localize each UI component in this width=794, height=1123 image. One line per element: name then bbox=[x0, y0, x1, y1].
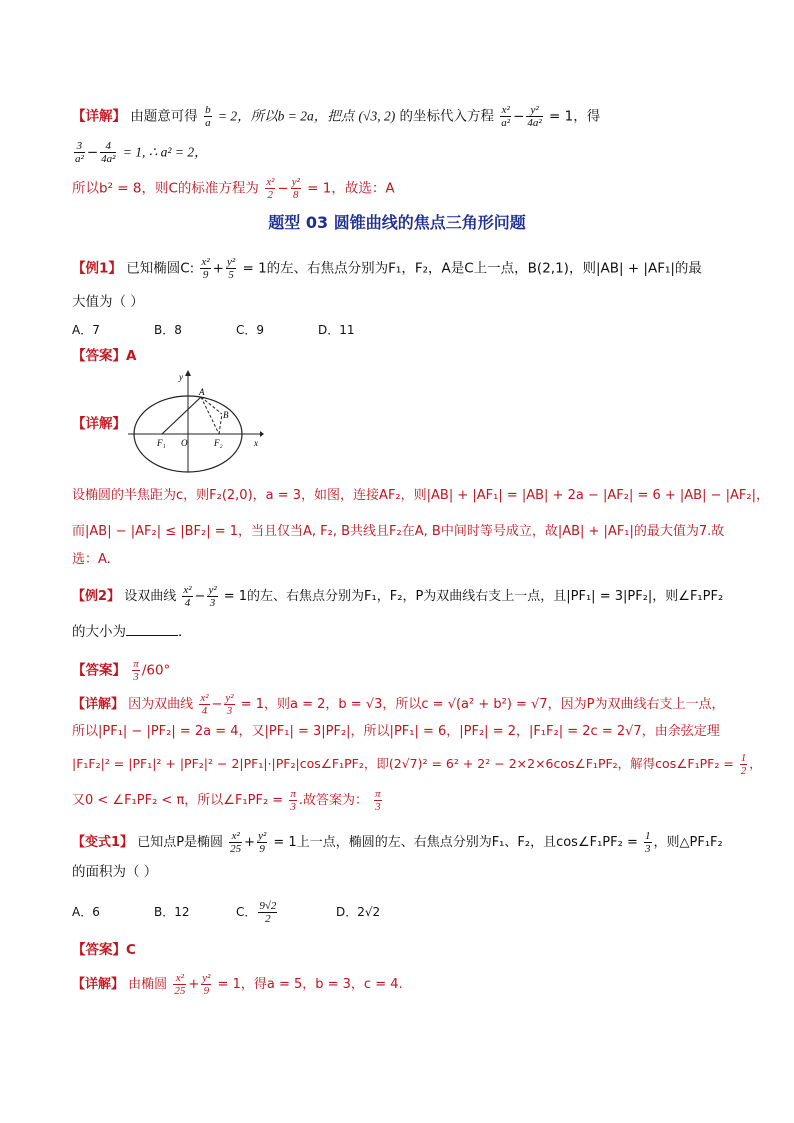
example-1-detail-1: 设椭圆的半焦距为c，则F₂(2,0)，a = 3，如图，连接AF₂，则|AB| + |AF₁| = |AB| + 2a − |AF₂| = 6 + |AB| − |AF₂|， bbox=[72, 488, 769, 503]
example-2-tag: 【例2】 bbox=[72, 589, 121, 604]
variant-1-answer: 【答案】C bbox=[72, 942, 136, 958]
example-1-detail-3: 选：A. bbox=[72, 552, 111, 567]
option-a: A．6 bbox=[72, 905, 100, 919]
segment-af1 bbox=[162, 397, 201, 434]
label-x: x bbox=[254, 438, 258, 448]
example-1-detail-2: 而|AB| − |AF₂| ≤ |BF₂| = 1，当且仅当A, F₂, B共线且F₂在A, B中间时等号成立，故|AB| + |AF₁|的最大值为7.故 bbox=[72, 524, 725, 539]
prev-detail-line-1: 【详解】 由题意可得 $\frac{b}{a}$ = 2，所以b = 2a，把点 (√3, 2) 的坐标代入方程 $\frac{\text{x²}}{\text{a²}}$ − $\frac{\text{y²}}{\text{4a²}}$ = 1，得 bbox=[72, 104, 601, 129]
label-b: B bbox=[223, 410, 229, 420]
prev-detail-line-2: $\frac{3}{\text{a²}}$ − $\frac{4}{\text{4a²}}$ = 1, ∴ a² = 2， bbox=[75, 140, 208, 165]
ellipse-figure bbox=[126, 368, 266, 476]
option-d: D．11 bbox=[318, 323, 355, 337]
example-2-detail-4: 又0 < ∠F₁PF₂ < π，所以∠F₁PF₂ = $\frac{\pi}{3}$ .故答案为： $\frac{\pi}{3}$ bbox=[72, 788, 381, 813]
prev-detail-line-3: 所以b² = 8，则C的标准方程为 $\frac{\text{x²}}{2}$ − $\frac{\text{y²}}{8}$ = 1，故选：A bbox=[72, 176, 395, 201]
option-a: A．7 bbox=[72, 323, 100, 337]
label-y: y bbox=[179, 372, 183, 382]
variant-1-options bbox=[72, 900, 418, 925]
example-1-stem-2: 大值为（ ） bbox=[72, 294, 144, 310]
answer-blank bbox=[126, 623, 178, 636]
segment-bf2 bbox=[219, 414, 222, 434]
example-2-detail-3: |F₁F₂|² = |PF₁|² + |PF₂|² − 2|PF₁|·|PF₂|cos∠F₁PF₂，即(2√7)² = 6² + 2² − 2×2×6cos∠F₁PF₂，解得cos∠F₁PF₂ = $\frac{1}{2}$ ， bbox=[72, 752, 762, 777]
option-c: C． $\frac{9√2}{2}$ bbox=[236, 900, 277, 925]
option-b: B．8 bbox=[154, 323, 182, 337]
label-f1: F₁ bbox=[157, 438, 166, 448]
option-b: B．12 bbox=[154, 905, 190, 919]
variant-1-tag: 【变式1】 bbox=[72, 835, 134, 850]
label-a: A bbox=[199, 387, 205, 397]
label-o: O bbox=[181, 438, 188, 448]
example-2-stem-2: 的大小为 ． bbox=[72, 624, 192, 640]
detail-tag: 【详解】 bbox=[72, 108, 126, 125]
example-2-stem: 【例2】 设双曲线 $\frac{\text{x²}}{4}$ − $\frac{\text{y²}}{3}$ = 1的左、右焦点分别为F₁，F₂，P为双曲线右支上一点，且|PF₁| = 3|PF₂|，则∠F₁PF₂ bbox=[72, 584, 724, 609]
example-2-detail-2: 所以|PF₁| − |PF₂| = 2a = 4，又|PF₁| = 3|PF₂|，所以|PF₁| = 6，|PF₂| = 2，|F₁F₂| = 2c = 2√7，由余弦定理 bbox=[72, 724, 720, 739]
example-1-tag: 【例1】 bbox=[72, 260, 122, 277]
example-1-options bbox=[72, 320, 400, 340]
example-1-stem: 【例1】 已知椭圆C: $\frac{\text{x²}}{9}$ + $\frac{\text{y²}}{5}$ = 1的左、右焦点分别为F₁，F₂，A是C上一点，B(2,1)，则|AB| + |AF₁|的最 bbox=[72, 256, 702, 281]
section-title: 题型 03 圆锥曲线的焦点三角形问题 bbox=[268, 213, 526, 232]
variant-1-stem: 【变式1】 已知点P是椭圆 $\frac{\text{x²}}{25}$ + $\frac{\text{y²}}{9}$ = 1上一点，椭圆的左、右焦点分别为F₁、F₂，且cos∠F₁PF₂ = $\frac{1}{3}$ ，则△PF₁F₂ bbox=[72, 830, 723, 855]
option-c: C．9 bbox=[236, 323, 265, 337]
variant-1-stem-2: 的面积为（ ） bbox=[72, 864, 158, 880]
example-1-detail-tag: 【详解】 bbox=[72, 416, 126, 432]
example-1-answer: 【答案】A bbox=[72, 348, 137, 364]
option-d: D．2√2 bbox=[336, 905, 381, 919]
example-2-detail-1: 【详解】 因为双曲线 $\frac{\text{x²}}{4}$ − $\frac{\text{y²}}{3}$ = 1，则a = 2，b = √3，所以c = √(a² + b²) = √7，因为P为双曲线右支上一点， bbox=[72, 692, 725, 717]
variant-1-detail-1: 【详解】 由椭圆 $\frac{\text{x²}}{25}$ + $\frac{\text{y²}}{9}$ = 1，得a = 5，b = 3，c = 4. bbox=[72, 972, 403, 997]
example-2-answer: 【答案】 $\frac{\pi}{3}$ /60° bbox=[72, 658, 171, 683]
label-f2: F₂ bbox=[214, 438, 223, 448]
fraction: $\frac{b}{a}$ bbox=[205, 104, 211, 129]
segment-af2 bbox=[201, 397, 219, 434]
